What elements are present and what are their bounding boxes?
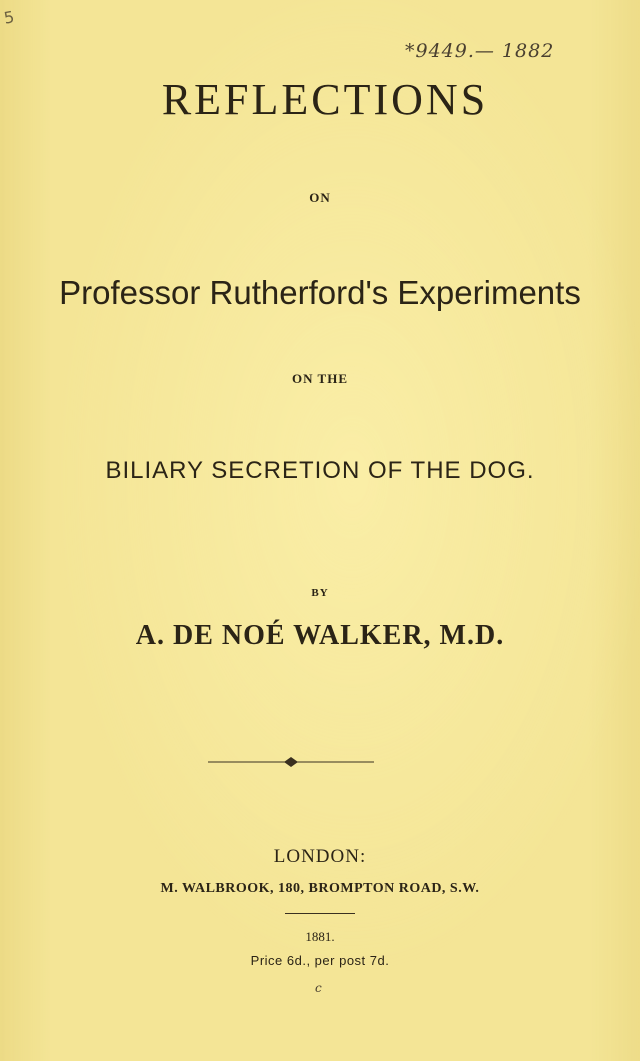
connector-on-the: ON THE	[292, 371, 348, 386]
publication-year: 1881.	[305, 929, 335, 944]
corner-pencil-mark: 5	[2, 7, 16, 28]
by-line: BY	[311, 587, 329, 599]
handwritten-shelfmark: *9449.— 1882	[405, 40, 555, 62]
price-line: Price 6d., per post 7d.	[250, 953, 390, 968]
short-divider	[285, 913, 355, 914]
subject-line: Professor Rutherford's Experiments	[59, 274, 581, 311]
topic-line: BILIARY SECRETION OF THE DOG.	[105, 457, 535, 484]
connector-on: ON	[309, 190, 331, 205]
book-title: REFLECTIONS	[161, 75, 489, 124]
diamond-rule-ornament	[208, 756, 374, 768]
imprint-publisher: M. WALBROOK, 180, BROMPTON ROAD, S.W.	[160, 881, 480, 896]
imprint-city: LONDON:	[273, 846, 367, 867]
author-name: A. DE NOÉ WALKER, M.D.	[135, 620, 505, 651]
bottom-pencil-mark: c	[315, 981, 322, 995]
